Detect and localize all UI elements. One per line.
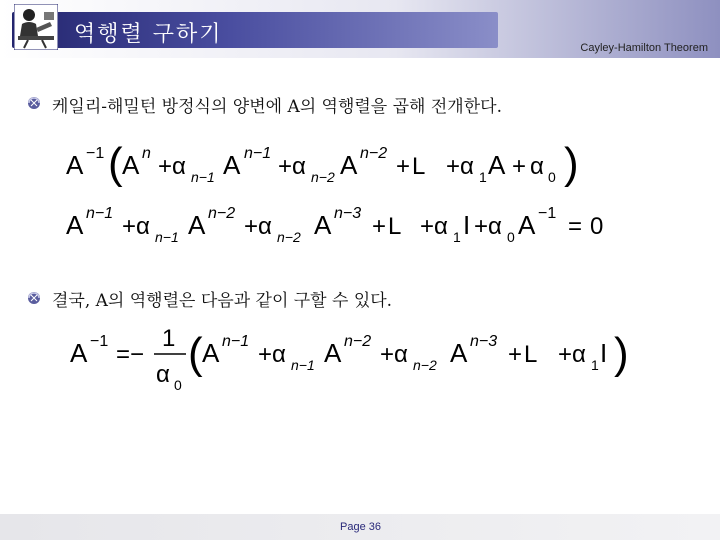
orb-bullet-icon: [26, 290, 42, 306]
eq2-ident: I: [463, 210, 471, 240]
eq3-num: 1: [162, 325, 176, 352]
eq2-dots: L: [388, 213, 402, 240]
eq3-sub1: n−1: [291, 357, 315, 373]
eq1-a3: A: [340, 150, 358, 180]
eq2-equals: =: [568, 213, 583, 240]
equation-1: [60, 138, 600, 188]
eq1-op2: +α: [278, 153, 306, 180]
eq3-a3: A: [450, 338, 468, 368]
orb-bullet-icon: [26, 95, 42, 111]
eq3-sub3: 1: [591, 357, 599, 373]
eq1-t1: A: [122, 150, 140, 180]
eq1-lhs-sup: −1: [86, 145, 105, 162]
eq3-open-paren: (: [188, 329, 203, 378]
eq3-a1: A: [202, 338, 220, 368]
eq3-lhs-sup: −1: [90, 333, 109, 350]
eq3-eqsign: =−: [116, 341, 145, 368]
eq3-op3: +α: [558, 341, 586, 368]
eq3-den-sub: 0: [174, 377, 182, 393]
eq3-a3-sup: n−3: [470, 333, 498, 350]
eq1-plus: +: [396, 153, 411, 180]
eq3-plus: +: [508, 341, 523, 368]
eq2-plus: +: [372, 213, 387, 240]
eq2-sub3: 1: [453, 229, 461, 244]
eq1-open-paren: (: [108, 139, 123, 188]
eq3-a1-sup: n−1: [222, 333, 250, 350]
eq2-rhs: 0: [590, 213, 604, 240]
eq1-op1: +α: [158, 153, 186, 180]
eq2-sub2: n−2: [277, 229, 301, 244]
eq2-sub0: 0: [507, 229, 515, 244]
eq2-a1-sup: n−1: [86, 205, 114, 222]
eq3-close-paren: ): [614, 329, 629, 378]
eq1-sub3: 1: [479, 169, 487, 185]
eq2-a3: A: [314, 210, 332, 240]
eq3-ident: I: [600, 338, 608, 368]
eq3-den: α: [156, 361, 170, 388]
eq1-const: α: [530, 153, 544, 180]
page-title: 역행렬 구하기: [74, 22, 223, 47]
eq1-a2-sup: n−1: [244, 145, 272, 162]
eq2-a1: A: [66, 210, 84, 240]
eq2-op3: +α: [420, 213, 448, 240]
bullet-text-2: 결국, A의 역행렬은 다음과 같이 구할 수 있다.: [52, 291, 393, 311]
bullet-text-1: 케일리-해밀턴 방정식의 양변에 A의 역행렬을 곱해 전개한다.: [52, 97, 502, 117]
eq3-lhs: A: [70, 338, 88, 368]
eq1-const-sub: 0: [548, 169, 556, 185]
eq3-a2: A: [324, 338, 342, 368]
eq1-sub1: n−1: [191, 169, 215, 185]
eq1-plus2: +: [512, 153, 527, 180]
eq3-op2: +α: [380, 341, 408, 368]
eq1-close-paren: ): [564, 139, 579, 188]
eq1-a4: A: [488, 150, 506, 180]
eq3-op1: +α: [258, 341, 286, 368]
eq1-t1-sup: n: [142, 145, 151, 162]
eq2-inv-sup: −1: [538, 205, 557, 222]
eq2-op4: +α: [474, 213, 502, 240]
eq1-sub2: n−2: [311, 169, 335, 185]
eq1-dots: L: [412, 153, 426, 180]
eq3-sub2: n−2: [413, 357, 437, 373]
equation-2: [60, 200, 620, 244]
eq2-op1: +α: [122, 213, 150, 240]
eq2-a2-sup: n−2: [208, 205, 236, 222]
eq1-lhs: A: [66, 150, 84, 180]
eq1-a3-sup: n−2: [360, 145, 388, 162]
eq2-op2: +α: [244, 213, 272, 240]
eq2-a2: A: [188, 210, 206, 240]
equation-3: [64, 322, 644, 398]
section-subtitle: Cayley-Hamilton Theorem: [580, 42, 708, 54]
eq1-a2: A: [223, 150, 241, 180]
eq3-a2-sup: n−2: [344, 333, 372, 350]
page-number: Page 36: [340, 521, 381, 533]
eq2-sub1: n−1: [155, 229, 179, 244]
eq1-op3: +α: [446, 153, 474, 180]
eq3-dots: L: [524, 341, 538, 368]
eq2-a3-sup: n−3: [334, 205, 362, 222]
eq2-a4: A: [518, 210, 536, 240]
person-at-desk-icon: [14, 4, 58, 50]
